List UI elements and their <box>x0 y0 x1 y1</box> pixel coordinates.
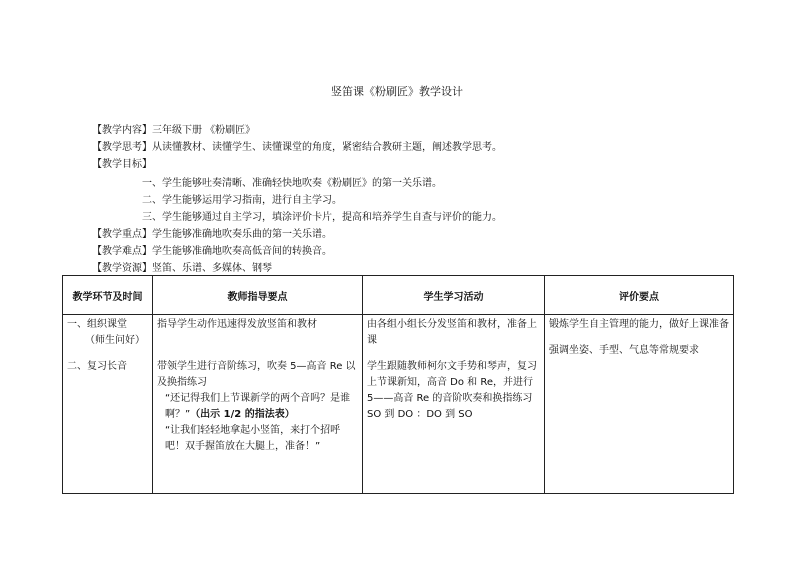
goals-label: 【教学目标】 <box>92 159 152 170</box>
thinking-label: 【教学思考】 <box>92 142 152 153</box>
teacher-point-3 <box>157 391 358 423</box>
stage-2-title: 二、复习长音 <box>67 361 127 372</box>
student-activity-2: 学生跟随教师柯尔文手势和琴声，复习上节课新知，高音 Do 和 Re，并进行 5——高音 Re 的音阶吹奏和换指练习 <box>367 361 537 404</box>
content-label: 【教学内容】 <box>92 125 152 136</box>
content-text: 三年级下册 《粉刷匠》 <box>152 125 256 136</box>
teacher-point-4: “让我们轻轻地拿起小竖笛，来打个招呼吧！双手握笛放在大腿上，准备！” <box>165 425 341 452</box>
key-point-line <box>92 225 332 240</box>
difficulty-label: 【教学难点】 <box>92 246 152 257</box>
stage-1-title: 一、组织课堂 <box>67 319 127 330</box>
evaluation-point-1: 锻炼学生自主管理的能力，做好上课准备 <box>549 319 729 330</box>
stage-cell <box>63 315 153 494</box>
difficulty-line <box>92 242 332 257</box>
teacher-point-1: 指导学生动作迅速得发放竖笛和教材 <box>157 319 317 330</box>
goal-item: 一、学生能够吐奏清晰、准确轻快地吹奏《粉刷匠》的第一关乐谱。 <box>142 178 442 189</box>
key-point-label: 【教学重点】 <box>92 229 152 240</box>
teacher-point-3-text: “还记得我们上节课新学的两个音吗？是谁啊？” <box>165 393 351 420</box>
stage-1-note: （师生问好） <box>85 335 145 346</box>
resources-label: 【教学资源】 <box>92 263 152 274</box>
table-header-row <box>63 276 734 315</box>
content-line <box>92 121 255 136</box>
key-point-text: 学生能够准确地吹奏乐曲的第一关乐谱。 <box>152 229 332 240</box>
resources-line <box>92 259 272 274</box>
evaluation-cell <box>545 315 734 494</box>
teacher-cell <box>153 315 363 494</box>
difficulty-text: 学生能够准确地吹奏高低音间的转换音。 <box>152 246 332 257</box>
document-title: 竖笛课《粉刷匠》教学设计 <box>331 85 463 98</box>
goal-item: 三、学生能够通过自主学习，填涂评价卡片，提高和培养学生自查与评价的能力。 <box>142 212 502 223</box>
header-evaluation: 评价要点 <box>545 276 734 315</box>
lesson-plan-table <box>62 275 734 494</box>
goal-item: 二、学生能够运用学习指南，进行自主学习。 <box>142 195 342 206</box>
header-stage: 教学环节及时间 <box>63 276 153 315</box>
resources-text: 竖笛、乐谱、多媒体、钢琴 <box>152 263 272 274</box>
thinking-line <box>92 138 502 153</box>
student-activity-1: 由各组小组长分发竖笛和教材，准备上课 <box>367 319 537 346</box>
teacher-point-2: 带领学生进行音阶练习，吹奏 5—高音 Re 以及换指练习 <box>157 361 356 388</box>
table-row <box>63 315 734 494</box>
header-teacher: 教师指导要点 <box>153 276 363 315</box>
header-student: 学生学习活动 <box>363 276 545 315</box>
student-activity-3: SO 到 DO ：DO 到 SO <box>367 409 473 420</box>
evaluation-point-2: 强调坐姿、手型、气息等常规要求 <box>549 345 699 356</box>
teacher-point-3-bold: （出示 1/2 的指法表） <box>190 409 295 420</box>
thinking-text: 从读懂教材、读懂学生、读懂课堂的角度，紧密结合教研主题，阐述教学思考。 <box>152 142 502 153</box>
student-cell <box>363 315 545 494</box>
